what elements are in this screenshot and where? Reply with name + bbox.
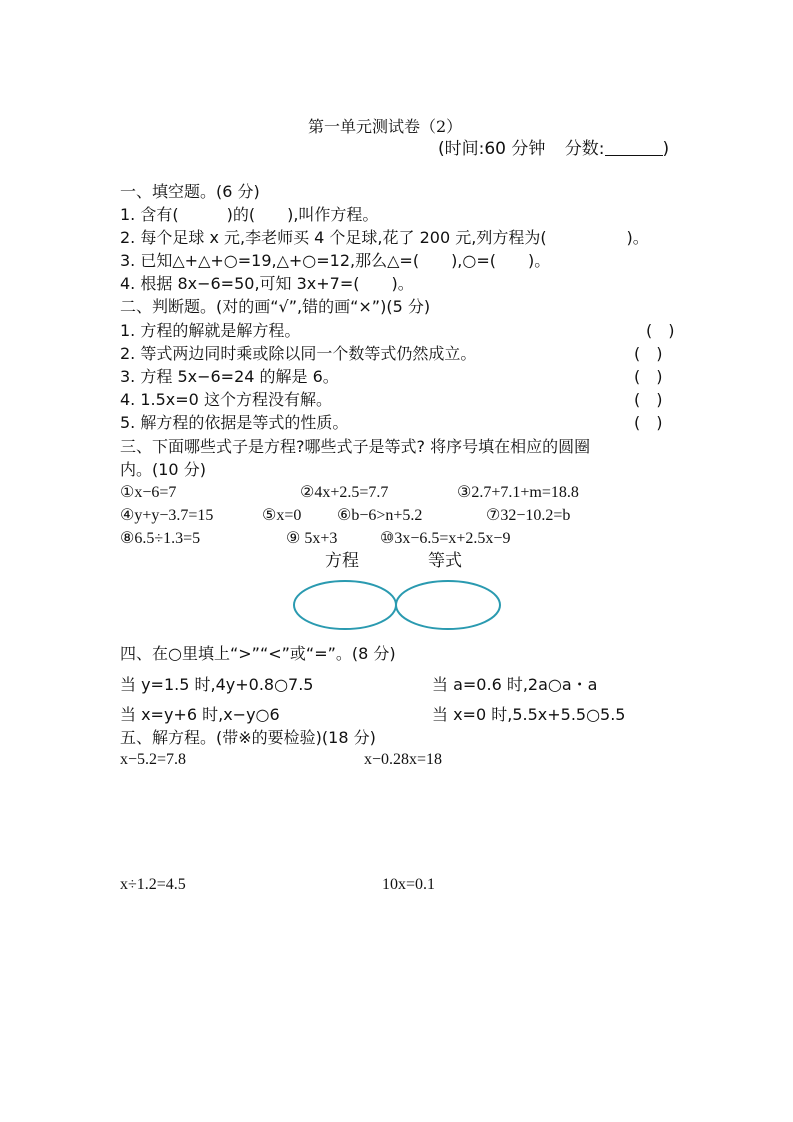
judge-item-3: 3. 方程 5x−6=24 的解是 6。 [120, 367, 339, 386]
expr-6: ⑥b−6>n+5.2 [337, 507, 423, 524]
fill-item-3: 3. 已知△+△+○=19,△+○=12,那么△=( ),○=( )。 [120, 251, 551, 270]
compare-item-1: 当 y=1.5 时,4y+0.8○7.5 [120, 675, 314, 694]
compare-item-3: 当 x=y+6 时,x−y○6 [120, 705, 280, 724]
judge-item-4: 4. 1.5x=0 这个方程没有解。 [120, 390, 332, 409]
expr-3: ③2.7+7.1+m=18.8 [457, 484, 579, 501]
expr-8: ⑧6.5÷1.3=5 [120, 530, 201, 547]
expr-10: ⑩3x−6.5=x+2.5x−9 [380, 530, 511, 547]
section2-heading: 二、判断题。(对的画“√”,错的画“×”)(5 分) [120, 297, 431, 316]
judge-item-1: 1. 方程的解就是解方程。 [120, 321, 301, 340]
section5-heading: 五、解方程。(带※的要检验)(18 分) [120, 728, 376, 747]
judge-bracket-1[interactable]: ( ) [646, 321, 675, 340]
expr-1: ①x−6=7 [120, 484, 177, 501]
expr-2: ②4x+2.5=7.7 [300, 484, 389, 501]
exam-info [438, 138, 669, 160]
compare-item-4: 当 x=0 时,5.5x+5.5○5.5 [432, 705, 626, 724]
equation-3: x÷1.2=4.5 [120, 876, 186, 893]
section4-heading: 四、在○里填上“>”“<”或“=”。(8 分) [120, 644, 396, 663]
expr-4: ④y+y−3.7=15 [120, 507, 214, 524]
fill-item-1: 1. 含有( )的( ),叫作方程。 [120, 205, 379, 224]
fill-item-4: 4. 根据 8x−6=50,可知 3x+7=( )。 [120, 274, 414, 293]
time-info: (时间:60 分钟 [438, 139, 546, 159]
section3-heading-line2: 内。(10 分) [120, 460, 206, 479]
judge-item-5: 5. 解方程的依据是等式的性质。 [120, 413, 349, 432]
judge-bracket-2[interactable]: ( ) [634, 344, 663, 363]
judge-item-2: 2. 等式两边同时乘或除以同一个数等式仍然成立。 [120, 344, 477, 363]
expr-9: ⑨ 5x+3 [286, 530, 338, 547]
page-title: 第一单元测试卷（2） [308, 117, 463, 136]
equation-4: 10x=0.1 [382, 876, 436, 893]
score-close: ) [662, 139, 670, 159]
fill-item-2: 2. 每个足球 x 元,李老师买 4 个足球,花了 200 元,列方程为( )。 [120, 228, 649, 247]
venn-circles [292, 579, 504, 631]
judge-bracket-3[interactable]: ( ) [634, 367, 663, 386]
judge-bracket-5[interactable]: ( ) [634, 413, 663, 432]
equation-circle[interactable] [294, 581, 396, 629]
expr-7: ⑦32−10.2=b [486, 507, 571, 524]
compare-item-2: 当 a=0.6 时,2a○a・a [432, 675, 598, 694]
score-blank[interactable] [605, 139, 663, 156]
equality-circle[interactable] [396, 581, 500, 629]
equation-circle-label: 方程 [325, 551, 359, 571]
expr-5: ⑤x=0 [262, 507, 302, 524]
section1-heading: 一、填空题。(6 分) [120, 182, 260, 201]
score-label: 分数: [564, 139, 605, 159]
judge-bracket-4[interactable]: ( ) [634, 390, 663, 409]
equation-2: x−0.28x=18 [364, 751, 443, 768]
section3-heading-line1: 三、下面哪些式子是方程?哪些式子是等式? 将序号填在相应的圆圈 [120, 437, 591, 456]
equality-circle-label: 等式 [428, 551, 462, 571]
equation-1: x−5.2=7.8 [120, 751, 187, 768]
